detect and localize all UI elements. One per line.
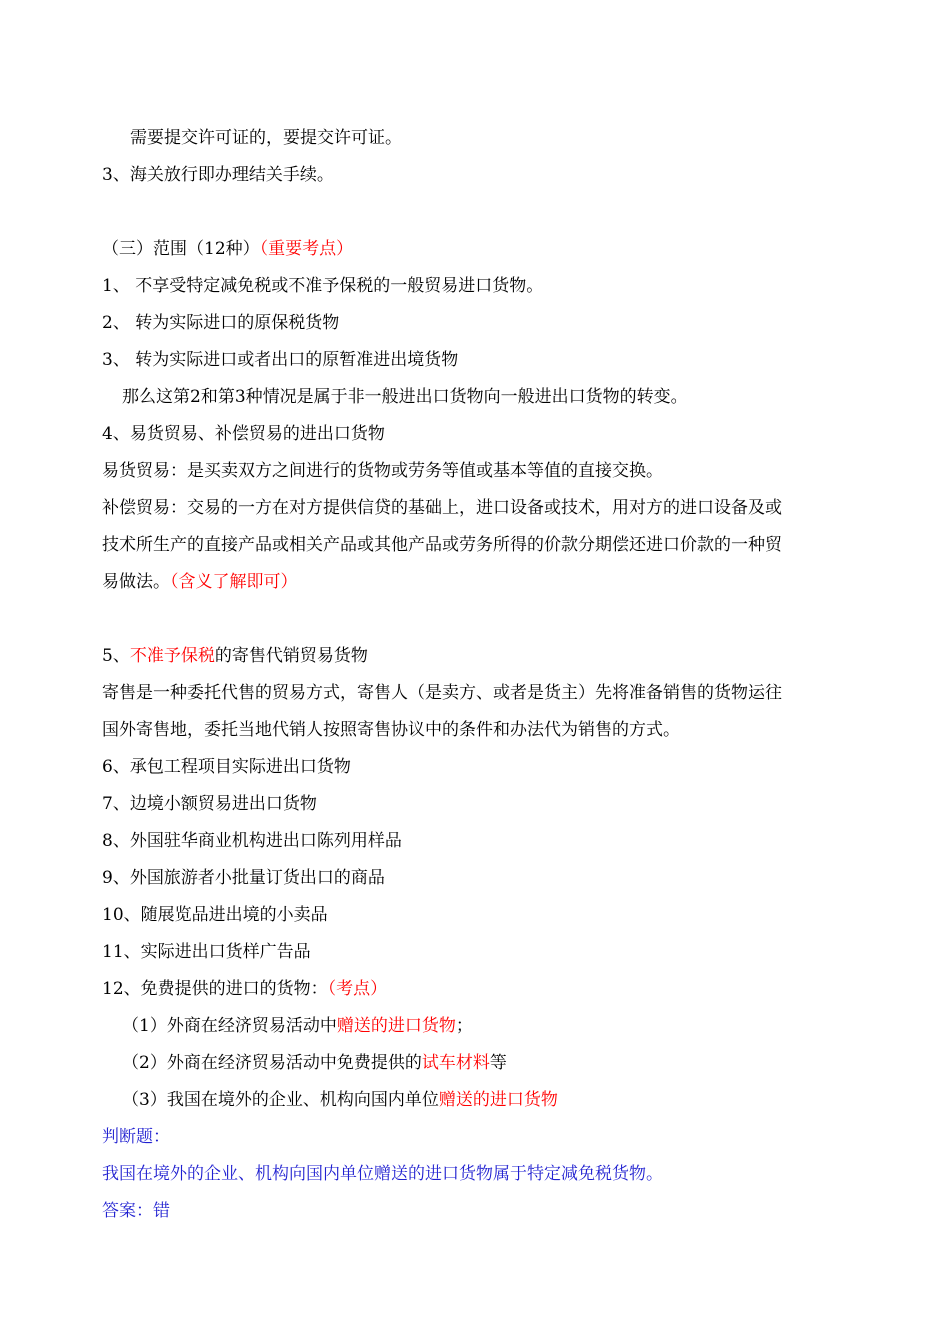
text-line: 那么这第2和第3种情况是属于非一般进出口货物向一般进出口货物的转变。: [122, 387, 688, 407]
text-span: （1）外商在经济贸易活动中: [122, 1016, 337, 1036]
text-span: 的寄售代销贸易货物: [214, 646, 368, 666]
text-line: [102, 564, 892, 601]
text-span: （2）外商在经济贸易活动中免费提供的: [122, 1053, 422, 1073]
sub-item: [102, 1045, 892, 1082]
section-heading: [102, 231, 892, 268]
text-span: 5、: [102, 646, 130, 666]
note-red: （含义了解即可）: [170, 572, 298, 592]
key-point-note: （重要考点）: [259, 239, 354, 259]
text-span: 12、免费提供的进口的货物：: [102, 979, 328, 999]
text-span: （3）我国在境外的企业、机构向国内单位: [122, 1090, 439, 1110]
text-line: 易货贸易：是买卖双方之间进行的货物或劳务等值或基本等值的直接交换。: [102, 461, 663, 481]
question-text: 我国在境外的企业、机构向国内单位赠送的进口货物属于特定减免税货物。: [102, 1164, 663, 1184]
text-line: 补偿贸易：交易的一方在对方提供信贷的基础上，进口设备或技术，用对方的进口设备及或: [102, 498, 782, 518]
list-item: 2、 转为实际进口的原保税货物: [102, 313, 340, 333]
list-item: [102, 971, 892, 1008]
section-title: （三）范围（12种）: [102, 239, 260, 259]
text-span: 等: [489, 1053, 507, 1073]
sub-item: [102, 1082, 892, 1119]
highlight-red: 赠送的进口货物: [438, 1090, 558, 1110]
question-label: 判断题：: [102, 1127, 170, 1147]
list-item: 8、外国驻华商业机构进出口陈列用样品: [102, 831, 402, 851]
text-line: 3、海关放行即办理结关手续。: [102, 165, 334, 185]
list-item: 6、承包工程项目实际进出口货物: [102, 757, 351, 777]
blank-line: [102, 601, 892, 638]
blank-line: [102, 194, 892, 231]
highlight-red: 赠送的进口货物: [336, 1016, 456, 1036]
list-item: [102, 638, 892, 675]
text-line: 国外寄售地，委托当地代销人按照寄售协议中的条件和办法代为销售的方式。: [102, 720, 680, 740]
text-span: ；: [455, 1016, 473, 1036]
highlight-red: 试车材料: [421, 1053, 490, 1073]
text-line: 寄售是一种委托代售的贸易方式，寄售人（是卖方、或者是货主）先将准备销售的货物运往: [102, 683, 782, 703]
document-page: [102, 120, 892, 1230]
key-point-note: （考点）: [327, 979, 388, 999]
text-span: 易做法。: [102, 572, 170, 592]
list-item: 9、外国旅游者小批量订货出口的商品: [102, 868, 385, 888]
answer-text: 答案：错: [102, 1201, 170, 1221]
list-item: 1、 不享受特定减免税或不准予保税的一般贸易进口货物。: [102, 276, 544, 296]
list-item: 4、易货贸易、补偿贸易的进出口货物: [102, 424, 385, 444]
list-item: 11、实际进出口货样广告品: [102, 942, 311, 962]
list-item: 10、随展览品进出境的小卖品: [102, 905, 328, 925]
sub-item: [102, 1008, 892, 1045]
text-line: 技术所生产的直接产品或相关产品或其他产品或劳务所得的价款分期偿还进口价款的一种贸: [102, 535, 782, 555]
text-line: 需要提交许可证的，要提交许可证。: [130, 128, 402, 148]
highlight-red: 不准予保税: [129, 646, 215, 666]
list-item: 7、边境小额贸易进出口货物: [102, 794, 317, 814]
list-item: 3、 转为实际进口或者出口的原暂准进出境货物: [102, 350, 459, 370]
